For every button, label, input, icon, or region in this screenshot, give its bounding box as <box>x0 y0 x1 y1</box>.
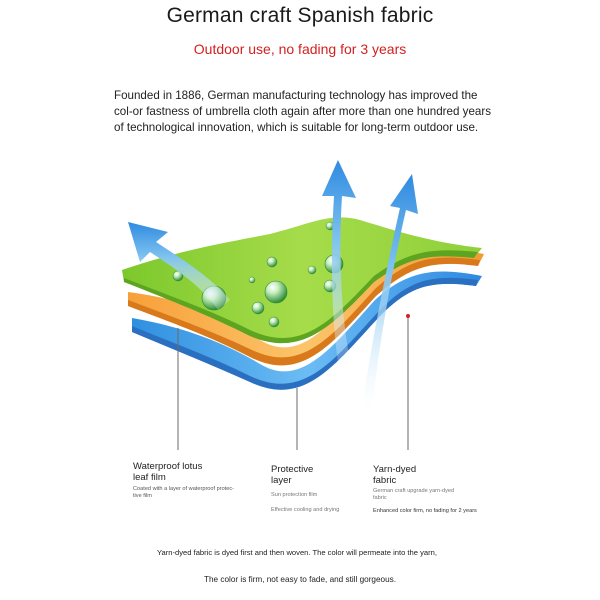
footer-note-color: The color is firm, not easy to fade, and still gorgeous. <box>203 575 397 584</box>
pointer-dot <box>406 314 410 318</box>
page-subtitle: Outdoor use, no fading for 3 years <box>193 41 407 57</box>
label-title-line1: Waterproof lotus <box>133 461 203 472</box>
water-drop-icon <box>269 317 279 327</box>
water-drop-icon <box>249 277 255 283</box>
label-protective-layer <box>271 464 371 514</box>
fabric-layers-illustration <box>110 150 490 450</box>
intro-paragraph: Founded in 1886, German manufacturing technology has improved the col-or fastness of umbrella cloth again after more than one hundred years of technological innovation, which is suitable for long-term outdoor use. <box>114 89 492 134</box>
label-title-line1: Yarn-dyed <box>373 464 417 475</box>
label-desc-line1: Sun protection film <box>271 492 318 498</box>
label-desc-line2: Effective cooling and drying <box>271 507 340 513</box>
label-title-line2: leaf film <box>133 472 166 483</box>
label-yarn-dyed-fabric <box>373 464 503 515</box>
water-drop-icon <box>265 281 287 303</box>
label-waterproof-film <box>133 461 253 500</box>
label-desc-line2: fabric <box>373 495 387 501</box>
page-title: German craft Spanish fabric <box>166 4 434 27</box>
footer-note-yarn-dyed: Yarn-dyed fabric is dyed first and then woven. The color will permeate into the yarn, <box>157 548 437 557</box>
label-title-line2: fabric <box>373 475 397 486</box>
label-desc-line3: Enhanced color firm, no fading for 2 years <box>373 508 477 514</box>
label-desc-line1: German craft upgrade yarn-dyed <box>373 488 455 494</box>
label-desc-line1: Coated with a layer of waterproof protec- <box>133 486 235 492</box>
water-drop-icon <box>252 302 264 314</box>
water-drop-icon <box>267 257 277 267</box>
label-desc-line2: tive film <box>133 493 152 499</box>
label-title-line1: Protective <box>271 464 314 475</box>
water-drop-icon <box>308 266 316 274</box>
label-title-line2: layer <box>271 475 292 486</box>
